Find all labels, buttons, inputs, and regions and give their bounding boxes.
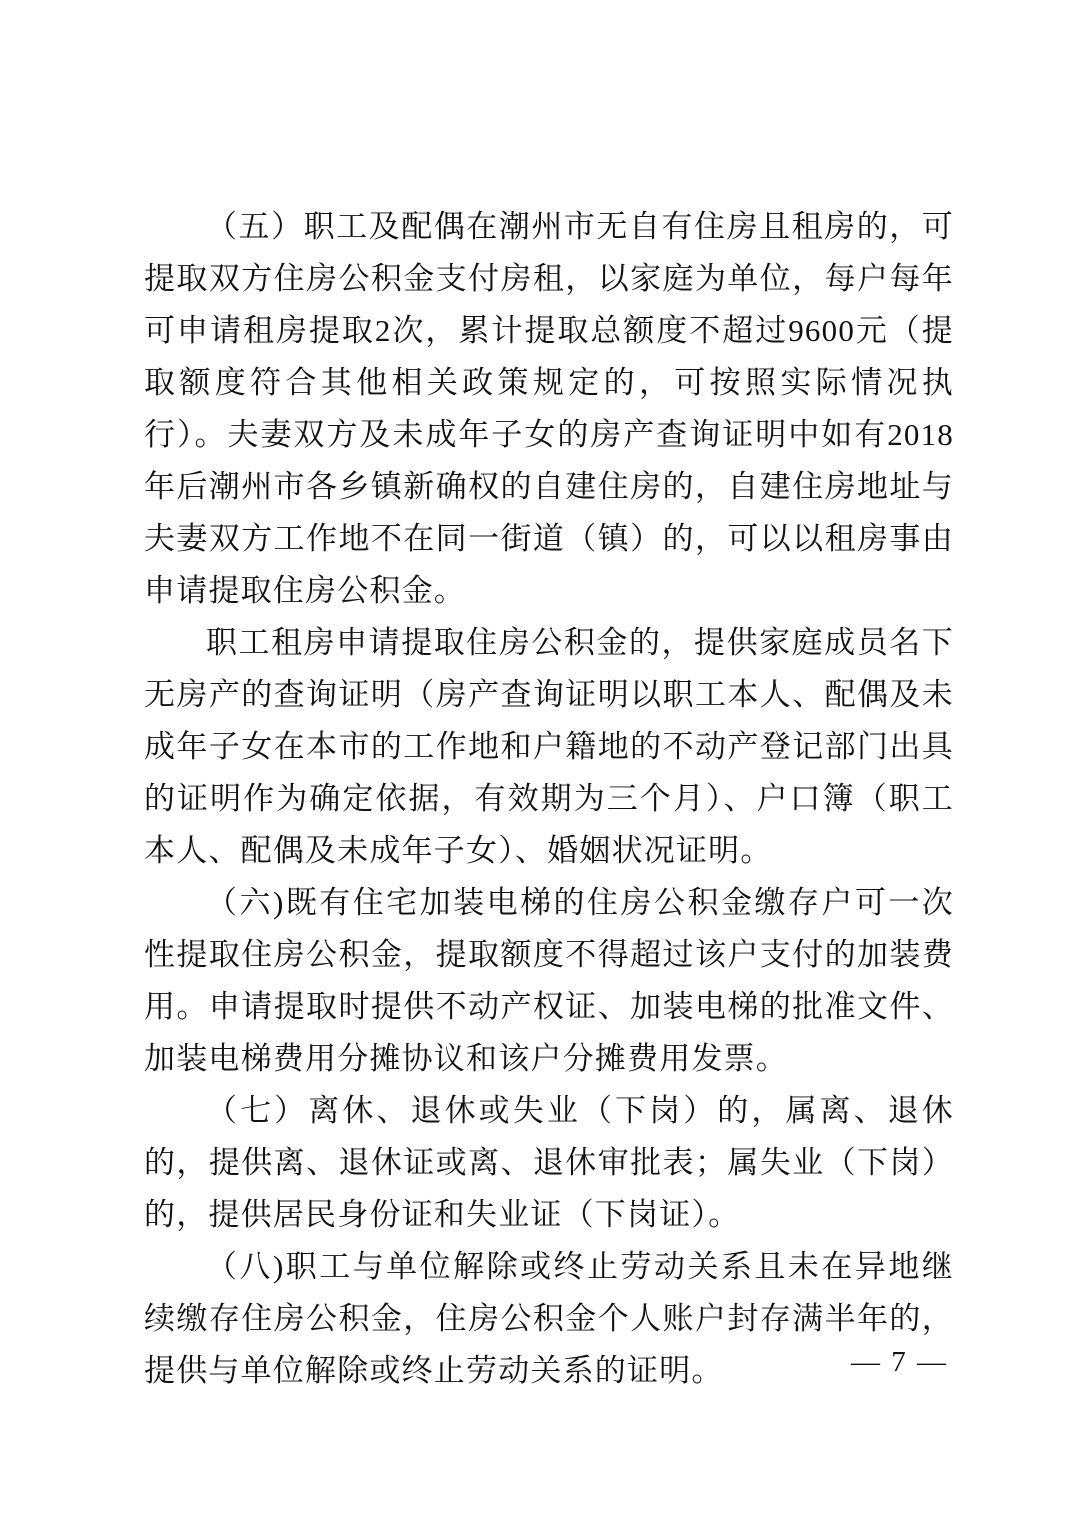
paragraph-clause-7-retirement-unemployment: （七）离休、退休或失业（下岗）的，属离、退休的，提供离、退休证或离、退休审批表；属失业（下岗）的，提供居民身份证和失业证（下岗证）。: [144, 1093, 954, 1232]
paragraph-rental-proof-documents: 职工租房申请提取住房公积金的，提供家庭成员名下无房产的查询证明（房产查询证明以职工本人、配偶及未成年子女在本市的工作地和户籍地的不动产登记部门出具的证明作为确定依据，有效期为三个月）、户口簿（职工本人、配偶及未成年子女）、婚姻状况证明。: [144, 625, 954, 868]
paragraph-clause-6-elevator-installation: （六)既有住宅加装电梯的住房公积金缴存户可一次性提取住房公积金，提取额度不得超过该户支付的加装费用。申请提取时提供不动产权证、加装电梯的批准文件、加装电梯费用分摊协议和该户分摊费用发票。: [144, 885, 954, 1076]
paragraph-clause-8-labor-termination: （八)职工与单位解除或终止劳动关系且未在异地继续缴存住房公积金，住房公积金个人账户封存满半年的，提供与单位解除或终止劳动关系的证明。: [144, 1249, 954, 1388]
page-number: — 7 —: [851, 1346, 948, 1378]
paragraph-clause-5-rental-withdrawal: （五）职工及配偶在潮州市无自有住房且租房的，可提取双方住房公积金支付房租，以家庭为单位，每户每年可申请租房提取2次，累计提取总额度不超过9600元（提取额度符合其他相关政策规定的，可按照实际情况执行）。夫妻双方及未成年子女的房产查询证明中如有2018年后潮州市各乡镇新确权的自建住房的，自建住房地址与夫妻双方工作地不在同一街道（镇）的，可以以租房事由申请提取住房公积金。: [144, 209, 954, 608]
